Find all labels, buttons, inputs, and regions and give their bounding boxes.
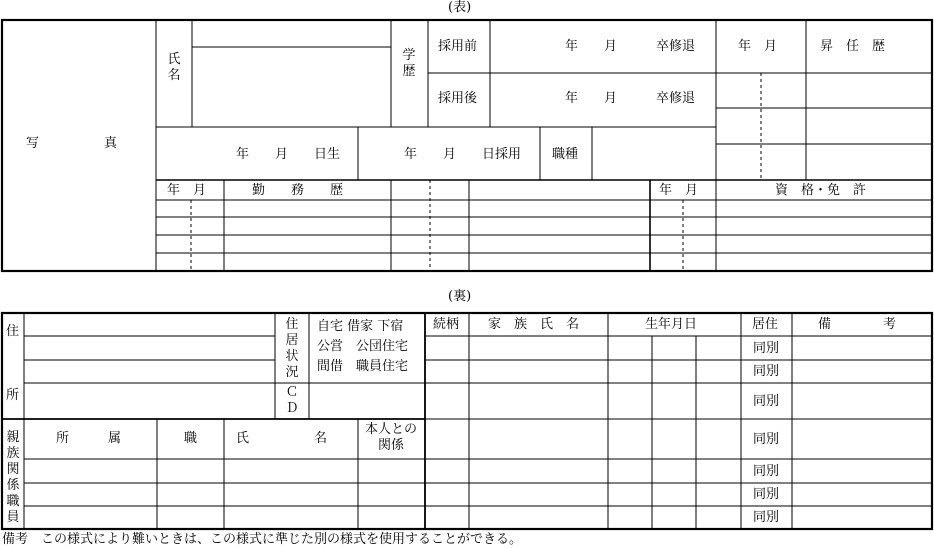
birth-date-label: 年 月 日生	[236, 147, 341, 162]
same-separate-5: 同別	[753, 464, 780, 479]
work-history-label: 勤 務 歴	[252, 183, 344, 198]
same-separate-2: 同別	[753, 364, 780, 379]
hire-date-label: 年 月 日採用	[404, 147, 522, 162]
relatives-label: 親族関係職員	[6, 430, 20, 525]
back-caption: (裏)	[448, 289, 472, 304]
position-label: 職	[184, 431, 198, 446]
name-label: 氏名	[167, 52, 181, 83]
qualifications-label: 資 格・免 許	[775, 183, 867, 198]
cd-label: ＣＤ	[285, 385, 299, 416]
kinship-label: 続柄	[433, 317, 460, 332]
same-separate-3: 同別	[753, 394, 780, 409]
affiliation-label: 所 属	[56, 431, 122, 446]
graduation-before: 年 月 卒修退	[565, 39, 696, 54]
same-separate-6: 同別	[753, 487, 780, 502]
education-label: 学歴	[402, 48, 416, 79]
footnote: 備考 この様式により難いときは、この様式に準じた別の様式を使用することができる。	[2, 532, 523, 547]
same-separate-4: 同別	[753, 432, 780, 447]
relationship-label: 本人との関係	[365, 422, 418, 453]
before-hire-label: 採用前	[438, 39, 478, 54]
photo-label: 写 真	[26, 136, 118, 151]
work-year-month: 年 月	[167, 183, 207, 198]
graduation-after: 年 月 卒修退	[565, 91, 696, 106]
family-name-label: 家 族 氏 名	[488, 317, 580, 332]
after-hire-label: 採用後	[438, 91, 478, 106]
same-separate-1: 同別	[753, 341, 780, 356]
birth-date-header: 生年月日	[645, 317, 698, 332]
residence-option-3: 間借 職員住宅	[317, 359, 409, 374]
front-caption: (表)	[448, 0, 472, 15]
qualification-year-month: 年 月	[659, 183, 699, 198]
address-label-bottom: 所	[6, 388, 20, 403]
residence-option-1: 自宅 借家 下宿	[317, 319, 404, 334]
residence-label: 住居状況	[285, 317, 299, 380]
promotion-year-month: 年 月	[738, 39, 778, 54]
relative-name-label: 氏 名	[236, 431, 328, 446]
residence-option-2: 公営 公団住宅	[317, 339, 409, 354]
cohabit-label: 居住	[752, 317, 779, 332]
job-type-label: 職種	[552, 147, 579, 162]
remarks-label: 備 考	[818, 317, 897, 332]
address-label-top: 住	[6, 324, 20, 339]
same-separate-7: 同別	[753, 510, 780, 525]
promotion-history-label: 昇 任 歴	[820, 39, 886, 54]
